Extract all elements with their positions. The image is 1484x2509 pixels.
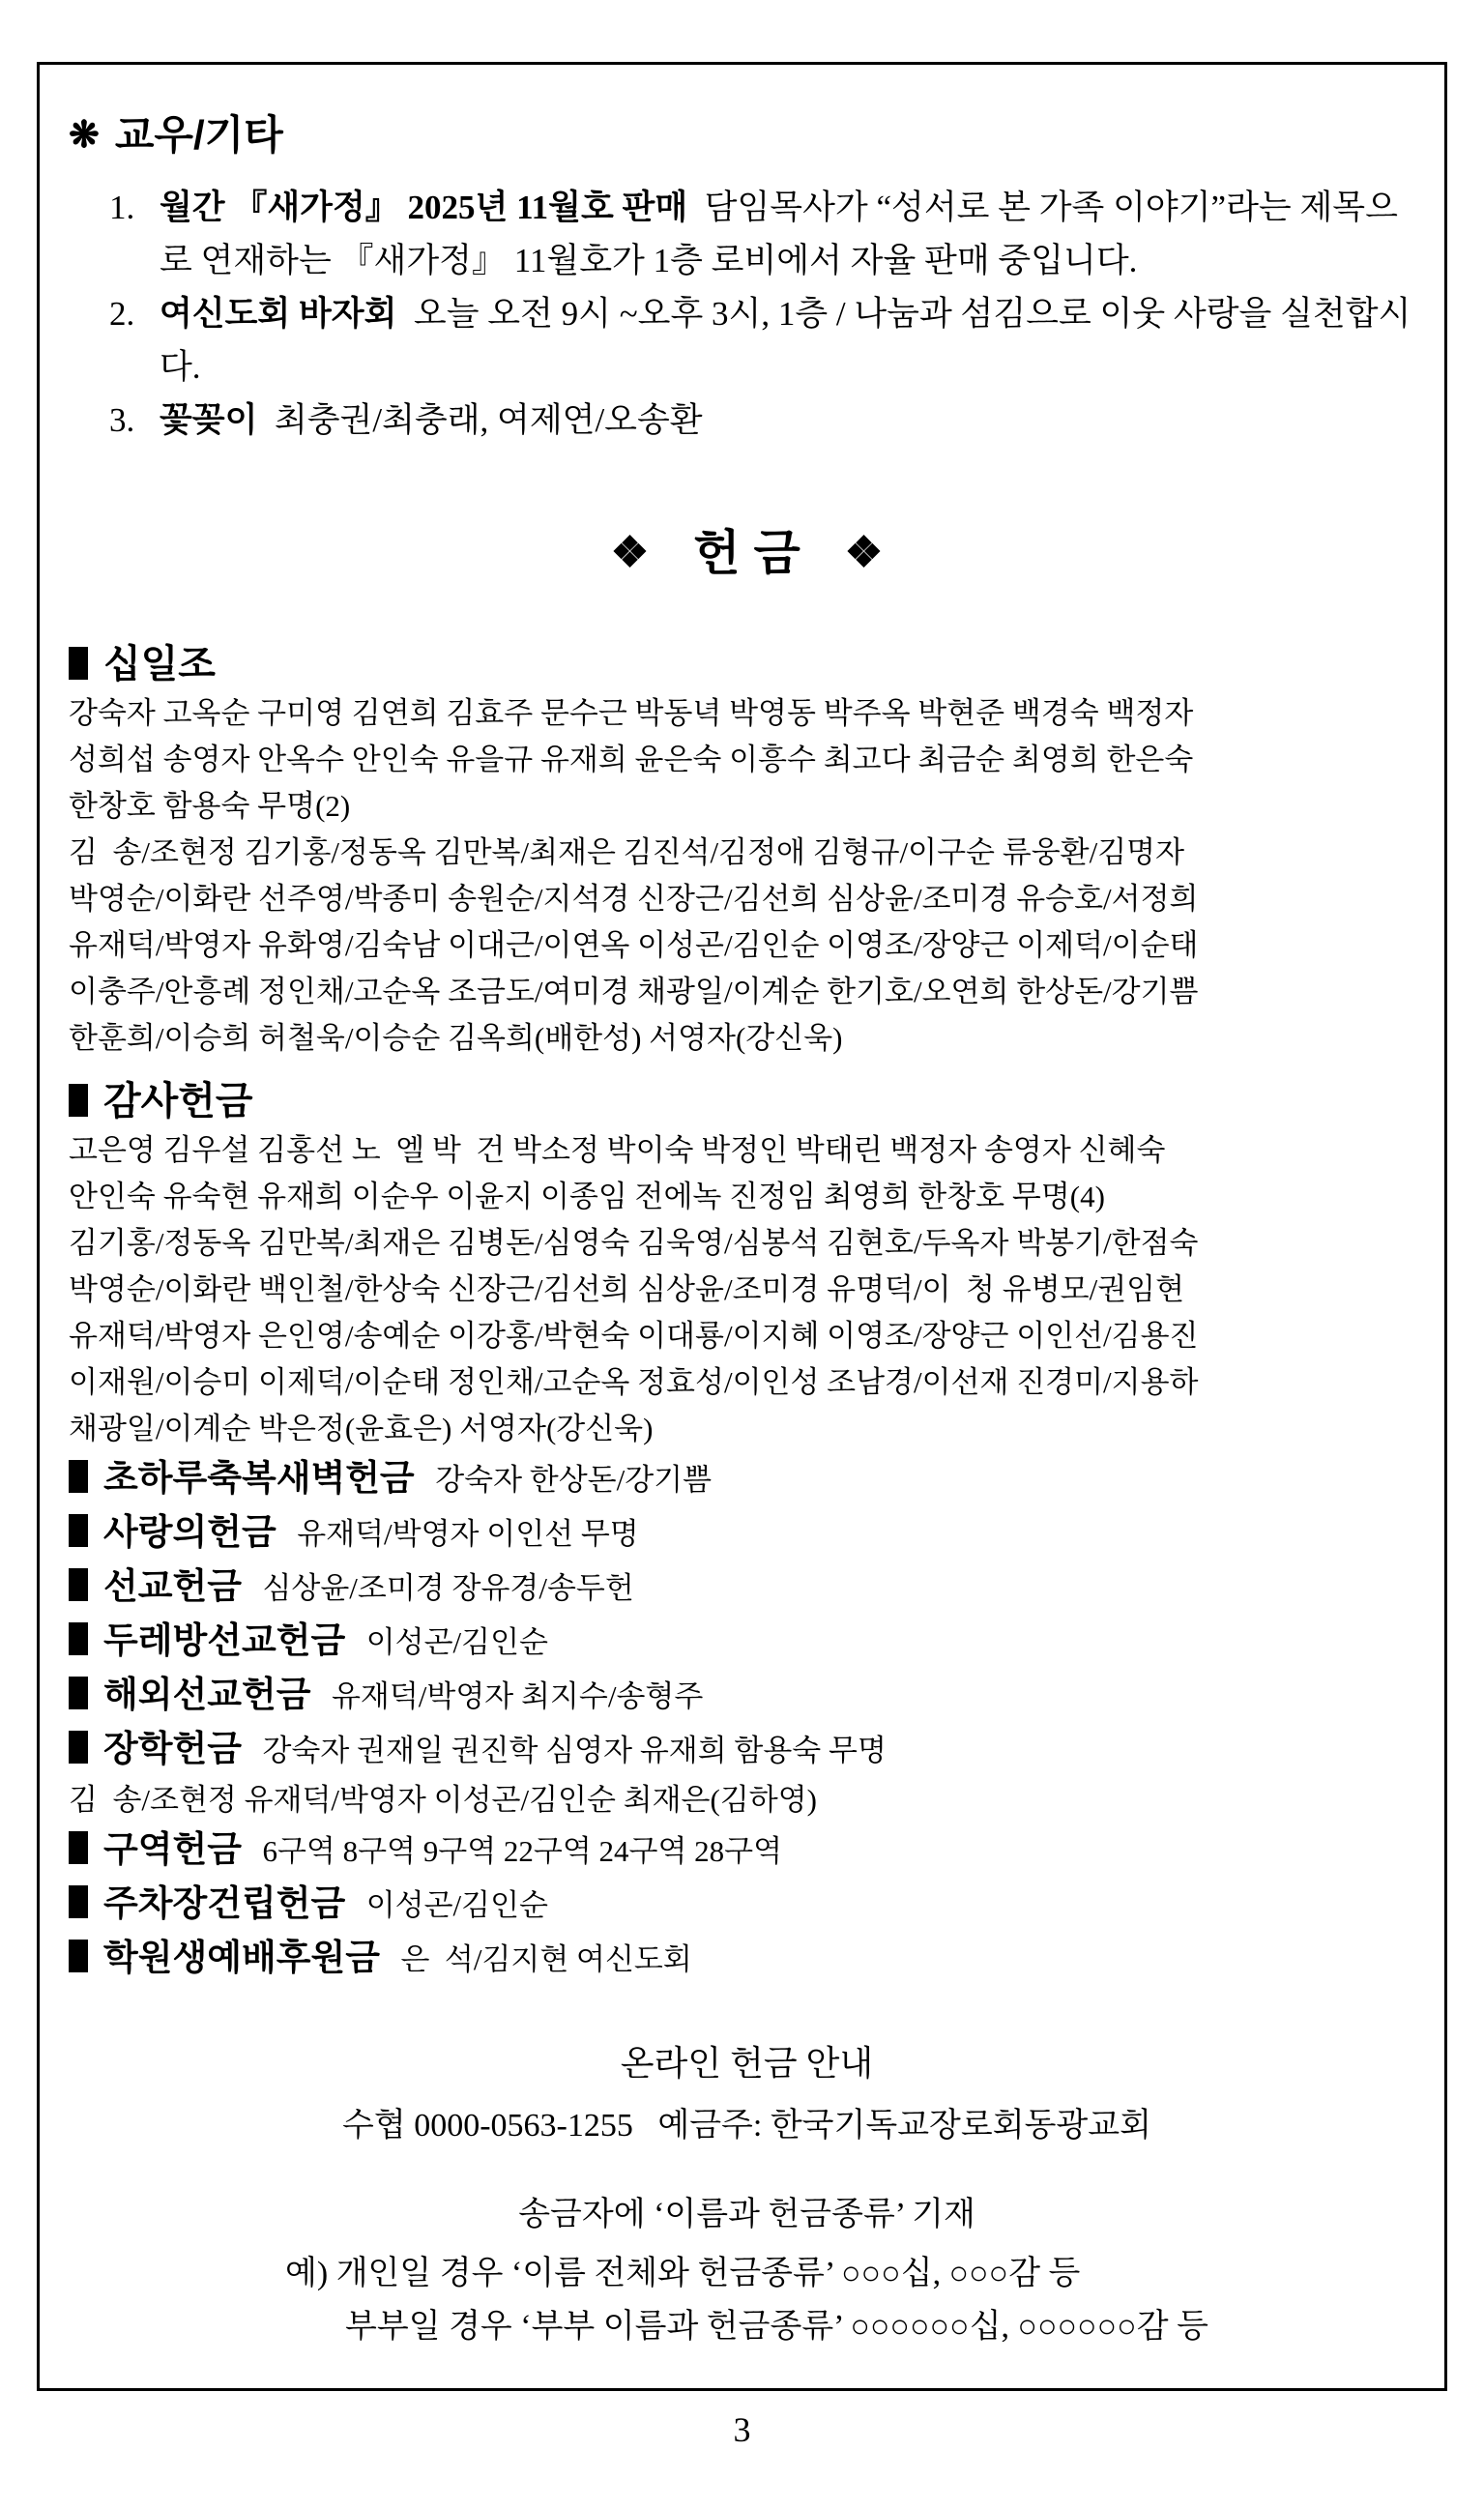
thanks-names-line: 채광일/이계순 박은정(윤효은) 서영자(강신욱) bbox=[69, 1412, 654, 1445]
special-offering-names: 유재덕/박영자 이인선 무명 bbox=[281, 1517, 639, 1551]
special-offering-row bbox=[69, 1615, 1425, 1669]
online-giving-title: 온라인 헌금 안내 bbox=[620, 2044, 874, 2083]
special-offering-row bbox=[69, 1669, 1425, 1723]
special-offering-names: 강숙자 한상돈/강기쁨 bbox=[420, 1463, 713, 1497]
special-offering-name: 초하루축복새벽헌금 bbox=[103, 1458, 415, 1498]
diamond-cluster-icon: ❖ bbox=[844, 529, 884, 576]
tithe-names-line: 강숙자 고옥순 구미영 김연희 김효주 문수근 박동녁 박영동 박주옥 박현준 백경숙 백정자 bbox=[69, 696, 1194, 730]
special-offering-row bbox=[69, 1561, 1425, 1615]
list-item bbox=[109, 394, 1425, 447]
special-offering-row bbox=[69, 1506, 1425, 1561]
offering-heading bbox=[69, 526, 1425, 580]
online-example-couple: 부부일 경우 ‘부부 이름과 헌금종류’ ○○○○○○십, ○○○○○○감 등 bbox=[345, 2309, 1208, 2345]
tithe-heading-label: 십일조 bbox=[103, 643, 216, 686]
special-offering-names: 심상윤/조미경 장유경/송두헌 bbox=[247, 1571, 634, 1605]
special-offering-row bbox=[69, 1823, 1425, 1878]
tithe-names-line: 유재덕/박영자 유화영/김숙남 이대근/이연옥 이성곤/김인순 이영조/장양근 이제덕/이순태 bbox=[69, 928, 1199, 962]
special-offering-names: 이성곤/김인순 bbox=[351, 1888, 548, 1922]
thanks-names-line: 안인숙 유숙현 유재희 이순우 이윤지 이종임 전에녹 진정임 최영희 한창호 무명(4) bbox=[69, 1180, 1105, 1213]
special-offering-names: 이성곤/김인순 bbox=[351, 1625, 548, 1659]
section-bullet-icon bbox=[69, 1622, 88, 1655]
thanks-heading bbox=[69, 1075, 1425, 1127]
notice-label: 꽃꽂이 bbox=[160, 401, 258, 439]
tithe-names-line: 박영순/이화란 선주영/박종미 송원순/지석경 신장근/김선희 심상윤/조미경 유승호/서정희 bbox=[69, 882, 1199, 916]
thanks-names-line: 고은영 김우설 김홍선 노 엘 박 건 박소정 박이숙 박정인 박태린 백정자 송영자 신혜숙 bbox=[69, 1133, 1166, 1167]
page-number: 3 bbox=[733, 2410, 751, 2449]
notices-heading-label: 교우/기타 bbox=[114, 112, 283, 158]
special-offering-name: 두레방선교헌금 bbox=[103, 1620, 346, 1660]
online-examples bbox=[285, 2247, 1208, 2353]
thanks-names-line: 이재원/이승미 이제덕/이순태 정인채/고순옥 정효성/이인성 조남경/이선재 진경미/지용하 bbox=[69, 1365, 1199, 1399]
section-bullet-icon bbox=[69, 1084, 88, 1117]
tithe-names-line: 성희섭 송영자 안옥수 안인숙 유을규 유재희 윤은숙 이흥수 최고다 최금순 최영희 한은숙 bbox=[69, 743, 1194, 776]
online-giving-info bbox=[69, 2042, 1425, 2353]
special-offering-name: 해외선교헌금 bbox=[103, 1675, 311, 1714]
section-bullet-icon bbox=[69, 1460, 88, 1493]
online-account-line: 수협 0000-0563-1255 예금주: 한국기독교장로회동광교회 bbox=[342, 2108, 1151, 2144]
thanks-heading-label: 감사헌금 bbox=[103, 1080, 253, 1123]
list-item bbox=[109, 181, 1425, 287]
diamond-cluster-icon: ❖ bbox=[610, 529, 650, 576]
online-example-personal: 예) 개인일 경우 ‘이름 전체와 헌금종류’ ○○○십, ○○○감 등 bbox=[285, 2256, 1081, 2291]
thanks-names-line: 유재덕/박영자 은인영/송예순 이강홍/박현숙 이대룡/이지혜 이영조/장양근 이인선/김용진 bbox=[69, 1319, 1199, 1353]
special-offering-name: 장학헌금 bbox=[103, 1729, 242, 1768]
list-item bbox=[109, 287, 1425, 394]
special-offering-names: 유재덕/박영자 최지수/송형주 bbox=[316, 1679, 704, 1713]
tithe-heading bbox=[69, 638, 1425, 690]
scholarship-continued-line: 김 송/조현정 유재덕/박영자 이성곤/김인순 최재은(김하영) bbox=[69, 1783, 817, 1817]
thanks-names-line: 김기홍/정동옥 김만복/최재은 김병돈/심영숙 김욱영/심봉석 김현호/두옥자 박봉기/한점숙 bbox=[69, 1226, 1199, 1260]
content-frame bbox=[37, 62, 1447, 2391]
notice-number: 3. bbox=[109, 401, 135, 439]
tithe-names-line: 한훈희/이승희 허철욱/이승순 김옥희(배한성) 서영자(강신욱) bbox=[69, 1021, 843, 1055]
section-bullet-icon bbox=[69, 1885, 88, 1918]
section-bullet-icon bbox=[69, 1940, 88, 1972]
section-bullet-icon bbox=[69, 1831, 88, 1864]
special-offering-row bbox=[69, 1932, 1425, 1986]
thanks-names-line: 박영순/이화란 백인철/한상숙 신장근/김선희 심상윤/조미경 유명덕/이 청 유병모/권임현 bbox=[69, 1272, 1185, 1306]
section-bullet-icon bbox=[69, 1731, 88, 1764]
section-bullet-icon bbox=[69, 647, 88, 680]
special-offering-name: 선교헌금 bbox=[103, 1566, 242, 1606]
special-offering-names: 강숙자 권재일 권진학 심영자 유재희 함용숙 무명 bbox=[247, 1734, 887, 1767]
special-offering-row bbox=[69, 1723, 1425, 1777]
notice-number: 2. bbox=[109, 295, 135, 333]
notice-text: 최충권/최충래, 여제연/오송환 bbox=[257, 401, 703, 439]
notice-number: 1. bbox=[109, 189, 135, 226]
section-bullet-icon bbox=[69, 1677, 88, 1709]
special-offering-names: 6구역 8구역 9구역 22구역 24구역 28구역 bbox=[247, 1834, 783, 1868]
notice-text: 담임목사가 “성서로 본 가족 이야기”라는 제목으로 연재하는 『새가정』 11월호가 1층 로비에서 자율 판매 중입니다. bbox=[160, 189, 1398, 279]
notice-body bbox=[160, 394, 1425, 447]
notice-body bbox=[160, 181, 1425, 287]
notice-list bbox=[109, 181, 1425, 447]
offering-heading-label: 헌금 bbox=[693, 526, 814, 580]
online-note: 송금자에 ‘이름과 헌금종류’ 기재 bbox=[518, 2197, 975, 2232]
special-offering-name: 학원생예배후원금 bbox=[103, 1938, 380, 1977]
tithe-names-line: 한창호 함용숙 무명(2) bbox=[69, 789, 351, 823]
special-offering-row bbox=[69, 1878, 1425, 1932]
notices-heading bbox=[69, 113, 1425, 158]
section-bullet-icon bbox=[69, 1568, 88, 1601]
special-offering-name: 구역헌금 bbox=[103, 1829, 242, 1869]
flower-asterisk-icon: ❋ bbox=[69, 115, 100, 156]
notice-body bbox=[160, 287, 1425, 394]
notice-label: 월간 『새가정』 2025년 11월호 판매 bbox=[160, 189, 688, 226]
tithe-names-line: 이충주/안흥례 정인채/고순옥 조금도/여미경 채광일/이계순 한기호/오연희 한상돈/강기쁨 bbox=[69, 975, 1199, 1008]
special-offering-names: 은 석/김지현 여신도회 bbox=[385, 1942, 692, 1976]
special-offering-name: 주차장건립헌금 bbox=[103, 1883, 346, 1923]
section-bullet-icon bbox=[69, 1514, 88, 1547]
tithe-names-line: 김 송/조현정 김기홍/정동옥 김만복/최재은 김진석/김정애 김형규/이구순 류웅환/김명자 bbox=[69, 835, 1185, 869]
special-offering-row bbox=[69, 1452, 1425, 1506]
notice-text: 오늘 오전 9시 ~오후 3시, 1층 / 나눔과 섬김으로 이웃 사랑을 실천합시다. bbox=[160, 295, 1411, 386]
special-offering-name: 사랑의헌금 bbox=[103, 1512, 276, 1552]
notice-label: 여신도회 바자회 bbox=[160, 295, 397, 333]
